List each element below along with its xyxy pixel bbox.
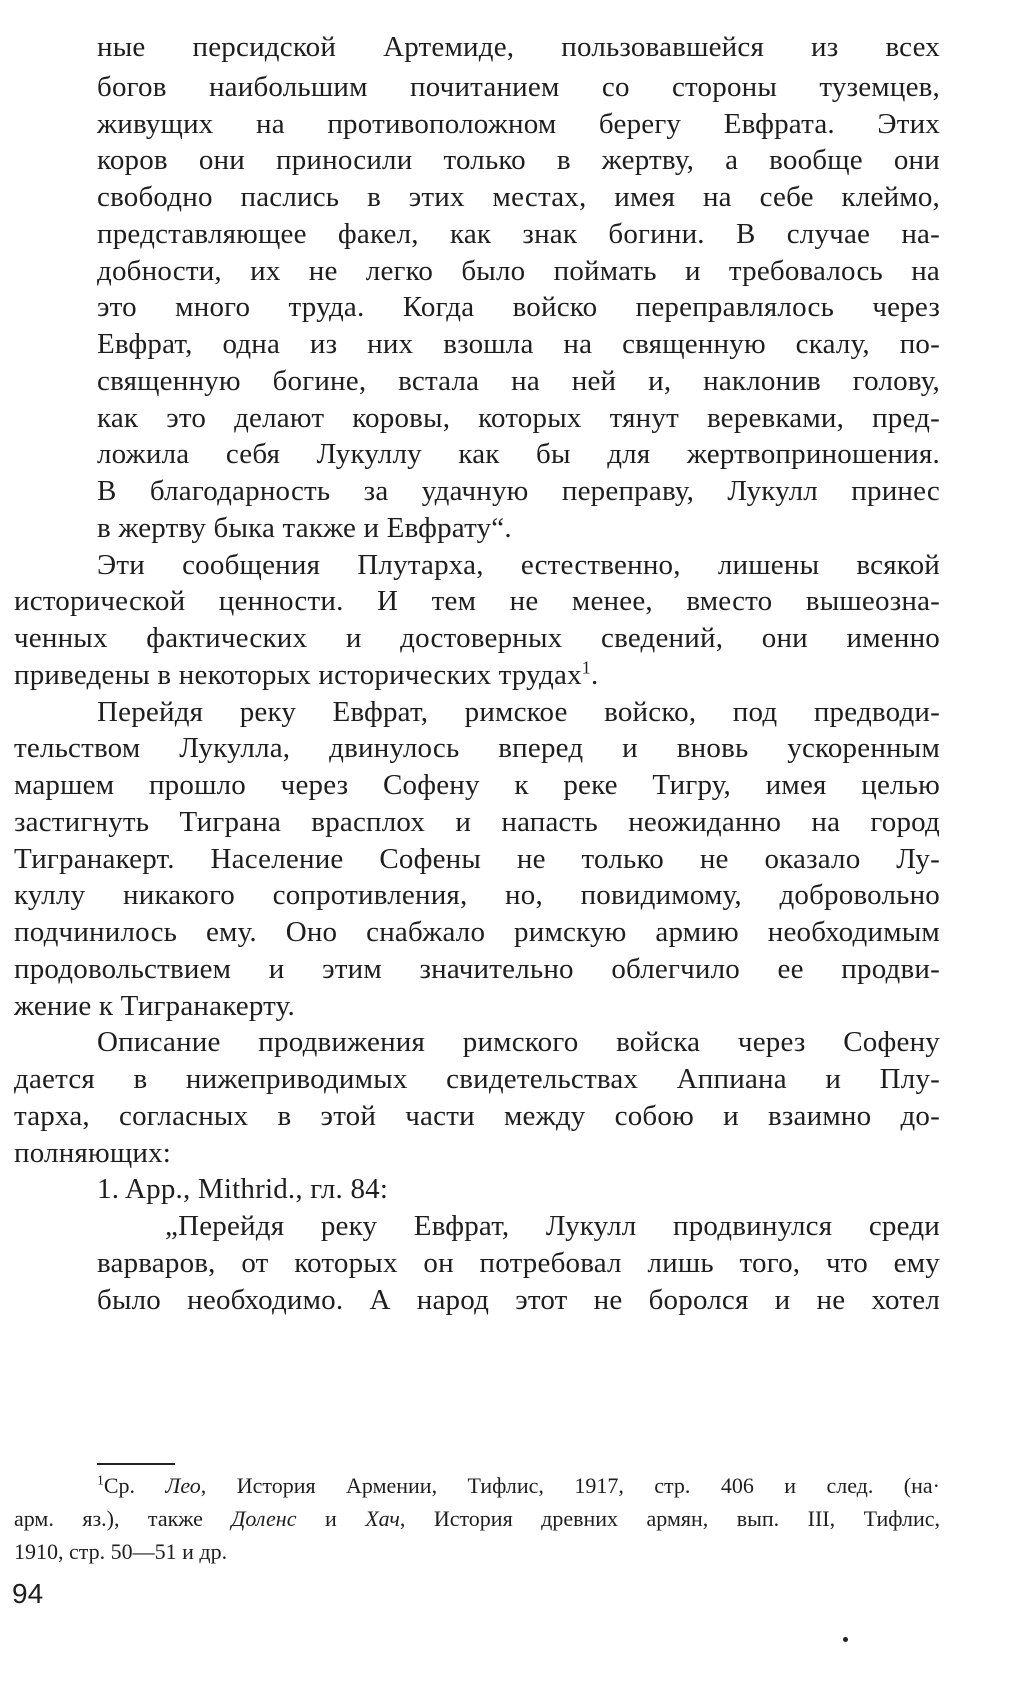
text-span: арм. яз.), также xyxy=(14,1506,232,1531)
text-line: добности, их не легко было поймать и требовалось на xyxy=(97,255,940,287)
text-line: живущих на противоположном берегу Евфрата. Этих xyxy=(97,108,940,140)
text-line: маршем прошло через Софену к реке Тигру, имея целью xyxy=(14,769,940,801)
author-name: Хач xyxy=(365,1506,400,1531)
text-line: Эти сообщения Плутарха, естественно, лишены всякой xyxy=(97,549,940,581)
text-line: куллу никакого сопротивления, но, повидимому, добровольно xyxy=(14,879,940,911)
text-line: Описание продвижения римского войска через Софену xyxy=(97,1026,940,1058)
text-line: ченных фактических и достоверных сведений, они именно xyxy=(14,622,940,654)
text-line: тарха, согласных в этой части между собою и взаимно до- xyxy=(14,1100,940,1132)
text-span: . xyxy=(590,659,599,691)
text-line: тельством Лукулла, двинулось вперед и вновь ускоренным xyxy=(14,732,940,764)
text-line: представляющее факел, как знак богини. В случае на- xyxy=(97,218,940,250)
text-span: приведены в некоторых исторических трудах xyxy=(14,659,582,691)
footnote-reference: 1 xyxy=(581,657,591,678)
text-line: подчинилось ему. Оно снабжало римскую армию необходимым xyxy=(14,916,940,948)
text-line: было необходимо. А народ этот не боролся и не хотел xyxy=(97,1284,940,1316)
text-line: варваров, от которых он потребовал лишь того, что ему xyxy=(97,1247,940,1279)
print-speck xyxy=(843,1637,848,1642)
text-line: Евфрат, одна из них взошла на священную скалу, по- xyxy=(97,328,940,360)
footnote-separator xyxy=(97,1463,175,1465)
text-line: дается в нижеприводимых свидетельствах Аппиана и Плу- xyxy=(14,1063,940,1095)
text-line: священную богине, встала на ней и, наклонив голову, xyxy=(97,365,940,397)
page-number: 94 xyxy=(12,1578,44,1609)
footnote-line xyxy=(97,1472,940,1500)
text-line: Тигранакерт. Население Софены не только не оказало Лу- xyxy=(14,843,940,875)
text-line: жение к Тигранакерту. xyxy=(14,990,295,1022)
text-span: Ср. xyxy=(103,1473,166,1498)
text-line xyxy=(14,658,598,692)
text-line: полняющих: xyxy=(14,1137,172,1169)
text-span: , История Армении, Тифлис, 1917, стр. 406 и след. (на· xyxy=(200,1473,940,1498)
footnote-marker: 1 xyxy=(97,1472,104,1488)
footnote-line: 1910, стр. 50—51 и др. xyxy=(14,1539,228,1564)
footnote-line xyxy=(14,1505,940,1533)
text-span: и xyxy=(296,1506,366,1531)
text-line: ложила себя Лукуллу как бы для жертвоприношения. xyxy=(97,438,940,470)
text-line: коров они приносили только в жертву, а вообще они xyxy=(97,144,940,176)
text-line: это много труда. Когда войско переправлялось через xyxy=(97,291,940,323)
text-line: 1. App., Mithrid., гл. 84: xyxy=(97,1173,389,1205)
text-span: , История древних армян, вып. III, Тифлис, xyxy=(399,1506,940,1531)
text-line: ные персидской Артемиде, пользовавшейся из всех xyxy=(97,31,940,63)
text-line: как это делают коровы, которых тянут веревками, пред- xyxy=(97,402,940,434)
author-name: Лео xyxy=(165,1473,201,1498)
author-name: Доленс xyxy=(231,1506,297,1531)
text-line: застигнуть Тиграна врасплох и напасть неожиданно на город xyxy=(14,806,940,838)
text-line: в жертву быка также и Евфрату“. xyxy=(97,512,512,544)
text-line: свободно паслись в этих местах, имея на себе клеймо, xyxy=(97,181,940,213)
text-line: богов наибольшим почитанием со стороны туземцев, xyxy=(97,71,940,103)
text-line: Перейдя реку Евфрат, римское войско, под предводи- xyxy=(97,696,940,728)
text-line: продовольствием и этим значительно облегчило ее продви- xyxy=(14,953,940,985)
text-line: В благодарность за удачную переправу, Лукулл принес xyxy=(97,475,940,507)
text-line: исторической ценности. И тем не менее, вместо вышеозна- xyxy=(14,585,940,617)
text-line: „Перейдя реку Евфрат, Лукулл продвинулся среди xyxy=(165,1210,940,1242)
